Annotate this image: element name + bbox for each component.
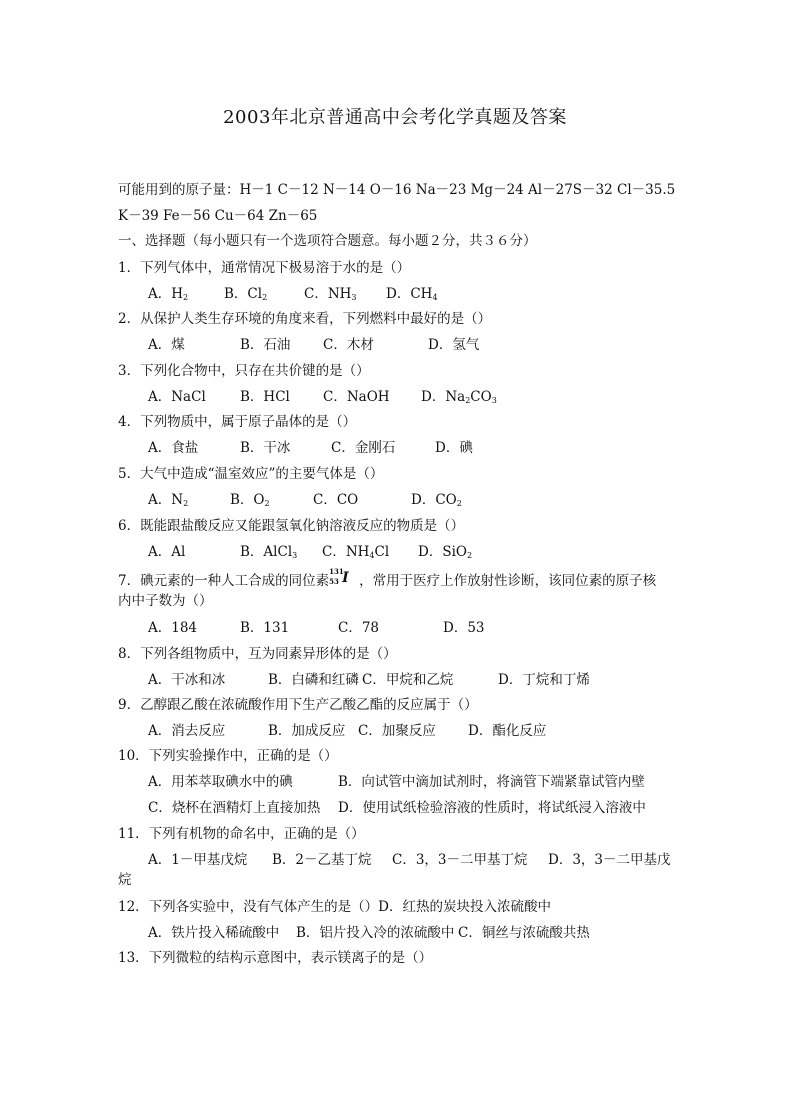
- question-10-option-b: B．向试管中滴加试剂时，将滴管下端紧靠试管内壁: [338, 774, 645, 790]
- question-2-stem: 2．从保护人类生存环境的角度来看，下列燃料中最好的是（）: [118, 311, 492, 327]
- question-7-option-d: D．53: [443, 620, 485, 636]
- question-6-option-d: D．SiO$_2$: [418, 544, 473, 560]
- question-5-option-d: D．$CO_2$: [411, 492, 462, 508]
- question-2-option-b: B．石油: [240, 337, 291, 353]
- question-12-option-c: C．铜丝与浓硫酸共热: [458, 925, 590, 941]
- question-12-stem: 12．下列各实验中，没有气体产生的是（）D．红热的炭块投入浓硫酸中: [118, 899, 552, 915]
- question-5-option-a: A．$N_2$: [148, 492, 189, 508]
- question-12-option-b: B．铝片投入冷的浓硫酸中: [296, 925, 455, 941]
- question-6-option-b: B．AlCl$_3$: [240, 544, 298, 560]
- question-11-option-d-continued: 烷: [118, 872, 132, 888]
- question-11-option-a: A．1－甲基戊烷: [148, 852, 248, 868]
- question-5-stem: 5．大气中造成“温室效应”的主要气体是（）: [118, 466, 384, 482]
- question-9-stem: 9．乙醇跟乙酸在浓硫酸作用下生产乙酸乙酯的反应属于（）: [118, 697, 478, 713]
- question-1-option-d: D．$CH_4$: [386, 286, 438, 302]
- question-3-option-a: A．NaCl: [148, 389, 206, 405]
- question-3-option-c: C．NaOH: [323, 389, 390, 405]
- question-8-option-d: D．丁烷和丁烯: [498, 672, 590, 688]
- question-5-option-b: B．$O_2$: [230, 492, 270, 508]
- section-heading: 一、选择题（每小题只有一个选项符合题意。每小题２分，共３６分）: [118, 233, 537, 249]
- question-2-option-d: D．氢气: [428, 337, 480, 353]
- question-11-option-b: B．2－乙基丁烷: [272, 852, 372, 868]
- question-6-stem: 6．既能跟盐酸反应又能跟氢氧化钠溶液反应的物质是（）: [118, 518, 465, 534]
- question-4-option-d: D．碘: [435, 440, 473, 456]
- question-9-option-c: C．加聚反应: [358, 723, 436, 739]
- question-7-option-c: C．78: [338, 620, 380, 636]
- question-7-stem: 7．碘元素的一种人工合成的同位素 131 53 I ，常用于医疗上作放射性诊断，该同位素的原子核: [118, 567, 657, 589]
- atomic-masses-line2: K－39 Fe－56 Cu－64 Zn－65: [118, 208, 318, 224]
- question-4-stem: 4．下列物质中，属于原子晶体的是（）: [118, 414, 357, 430]
- iodine-131-isotope-symbol: 131 53 I: [329, 567, 349, 586]
- question-8-option-a: A．干冰和冰: [148, 672, 226, 688]
- question-13-stem: 13．下列微粒的结构示意图中，表示镁离子的是（）: [118, 950, 433, 966]
- question-10-stem: 10．下列实验操作中，正确的是（）: [118, 748, 338, 764]
- question-6-option-a: A．Al: [148, 544, 186, 560]
- question-8-option-c: C．甲烷和乙烷: [362, 672, 454, 688]
- question-3-option-d: D．$Na_2CO_3$: [421, 389, 497, 405]
- question-3-option-b: B．HCl: [240, 389, 290, 405]
- question-9-option-b: B．加成反应: [268, 723, 346, 739]
- question-9-option-a: A．消去反应: [148, 723, 226, 739]
- question-1-option-c: C．$NH_3$: [304, 286, 357, 302]
- atomic-masses-line1: 可能用到的原子量：H－1 C－12 N－14 O－16 Na－23 Mg－24 Al－27S－32 Cl－35.5: [118, 182, 676, 198]
- question-12-option-a: A．铁片投入稀硫酸中: [148, 925, 280, 941]
- question-8-option-b: B．白磷和红磷: [268, 672, 359, 688]
- question-1-option-a: A．$H_2$: [148, 286, 189, 302]
- question-5-option-c: C．CO: [313, 492, 359, 508]
- question-7-option-a: A．184: [148, 620, 198, 636]
- question-10-option-d: D．使用试纸检验溶液的性质时，将试纸浸入溶液中: [338, 800, 646, 816]
- question-4-option-c: C．金刚石: [331, 440, 396, 456]
- question-8-stem: 8．下列各组物质中，互为同素异形体的是（）: [118, 646, 397, 662]
- question-11-option-d: D．3，3－二甲基戊: [548, 852, 671, 868]
- question-2-option-a: A．煤: [148, 337, 185, 353]
- question-1-stem: 1．下列气体中，通常情况下极易溶于水的是（）: [118, 260, 411, 276]
- question-10-option-c: C．烧杯在酒精灯上直接加热: [148, 800, 321, 816]
- question-3-stem: 3．下列化合物中，只存在共价键的是（）: [118, 363, 370, 379]
- question-11-option-c: C．3，3－二甲基丁烷: [392, 852, 528, 868]
- question-7-stem-line2: 内中子数为（）: [118, 593, 213, 609]
- question-2-option-c: C．木材: [323, 337, 374, 353]
- question-11-stem: 11．下列有机物的命名中，正确的是（）: [118, 826, 365, 842]
- question-4-option-a: A．食盐: [148, 440, 199, 456]
- question-10-option-a: A．用苯萃取碘水中的碘: [148, 774, 293, 790]
- question-6-option-c: C．$NH_4Cl$: [322, 544, 390, 560]
- question-4-option-b: B．干冰: [240, 440, 291, 456]
- question-7-option-b: B．131: [240, 620, 290, 636]
- question-9-option-d: D．酯化反应: [468, 723, 547, 739]
- question-1-option-b: B．$Cl_2$: [224, 286, 268, 302]
- page-title: 2003年北京普通高中会考化学真题及答案: [223, 107, 567, 128]
